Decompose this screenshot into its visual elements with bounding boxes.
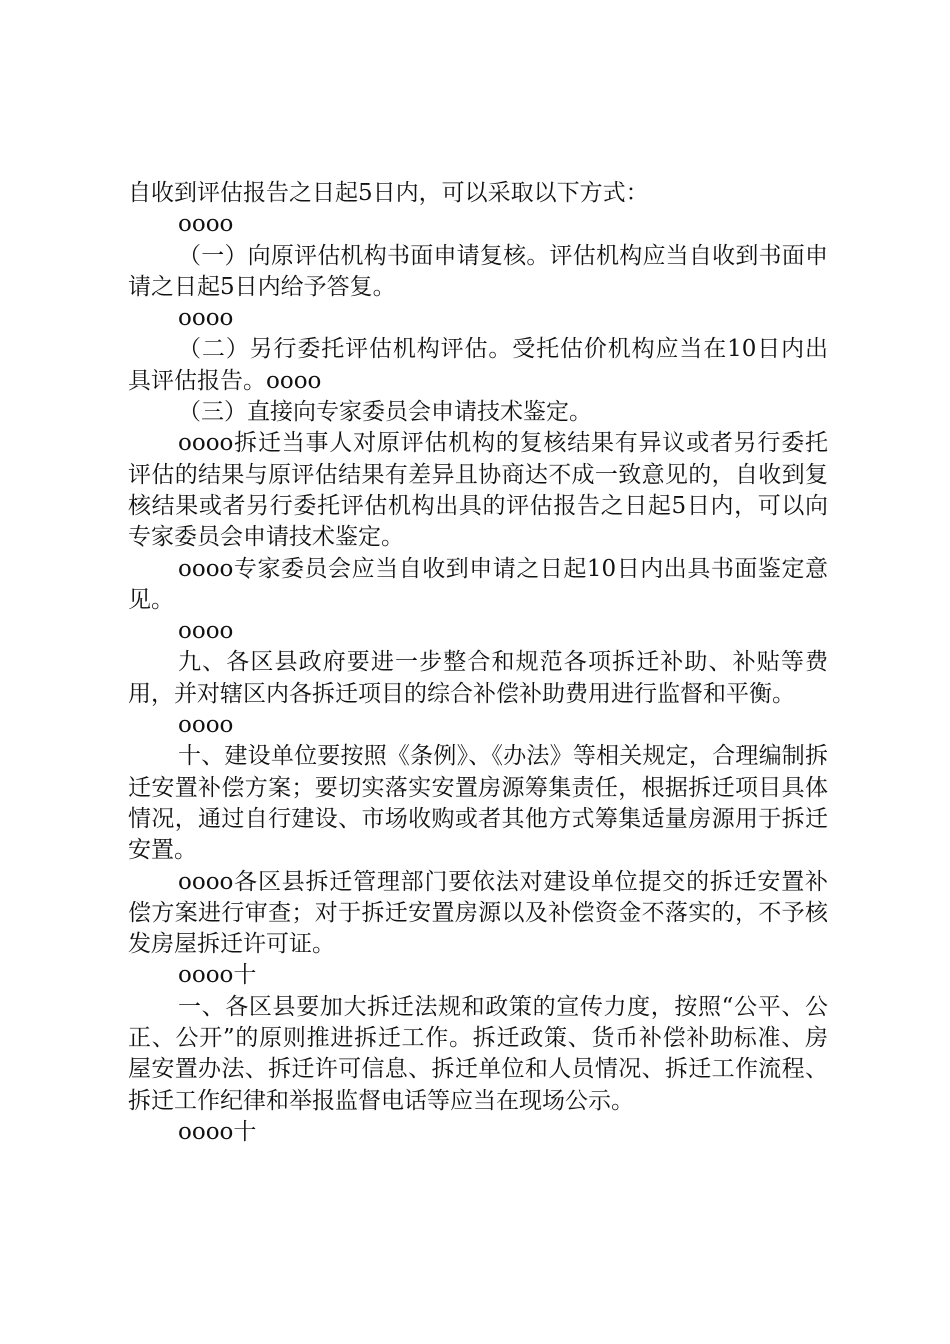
- paragraph: oooo十: [178, 1118, 257, 1145]
- paragraph: oooo: [178, 618, 234, 645]
- document-body: [128, 178, 828, 1148]
- paragraph: oooo专家委员会应当自收到申请之日起10日内出具书面鉴定意见。: [128, 555, 828, 613]
- paragraph: oooo各区县拆迁管理部门要依法对建设单位提交的拆迁安置补偿方案进行审查；对于拆迁安置房源以及补偿资金不落实的，不予核发房屋拆迁许可证。: [128, 868, 828, 958]
- paragraph: （一）向原评估机构书面申请复核。评估机构应当自收到书面申请之日起5日内给予答复。: [128, 242, 828, 300]
- paragraph: oooo十: [178, 962, 257, 989]
- paragraph: 九、各区县政府要进一步整合和规范各项拆迁补助、补贴等费用，并对辖区内各拆迁项目的综合补偿补助费用进行监督和平衡。: [128, 649, 828, 707]
- paragraph: （三）直接向专家委员会申请技术鉴定。: [178, 399, 592, 426]
- paragraph: oooo: [178, 305, 234, 332]
- paragraph: oooo: [178, 211, 234, 238]
- paragraph: oooo拆迁当事人对原评估机构的复核结果有异议或者另行委托评估的结果与原评估结果有差异且协商达不成一致意见的，自收到复核结果或者另行委托评估机构出具的评估报告之日起5日内，可以向专家委员会申请技术鉴定。: [128, 430, 828, 551]
- paragraph: oooo: [178, 712, 234, 739]
- paragraph: 自收到评估报告之日起5日内，可以采取以下方式：: [128, 180, 649, 206]
- paragraph: 一、各区县要加大拆迁法规和政策的宣传力度，按照“公平、公正、公开”的原则推进拆迁工作。拆迁政策、货币补偿补助标准、房屋安置办法、拆迁许可信息、拆迁单位和人员情况、拆迁工作流程、拆迁工作纪律和举报监督电话等应当在现场公示。: [128, 993, 828, 1114]
- paragraph: 十、建设单位要按照《条例》、《办法》等相关规定，合理编制拆迁安置补偿方案；要切实落实安置房源筹集责任，根据拆迁项目具体情况，通过自行建设、市场收购或者其他方式筹集适量房源用于拆迁安置。: [128, 743, 828, 864]
- paragraph: （二）另行委托评估机构评估。受托估价机构应当在10日内出具评估报告。oooo: [128, 336, 828, 394]
